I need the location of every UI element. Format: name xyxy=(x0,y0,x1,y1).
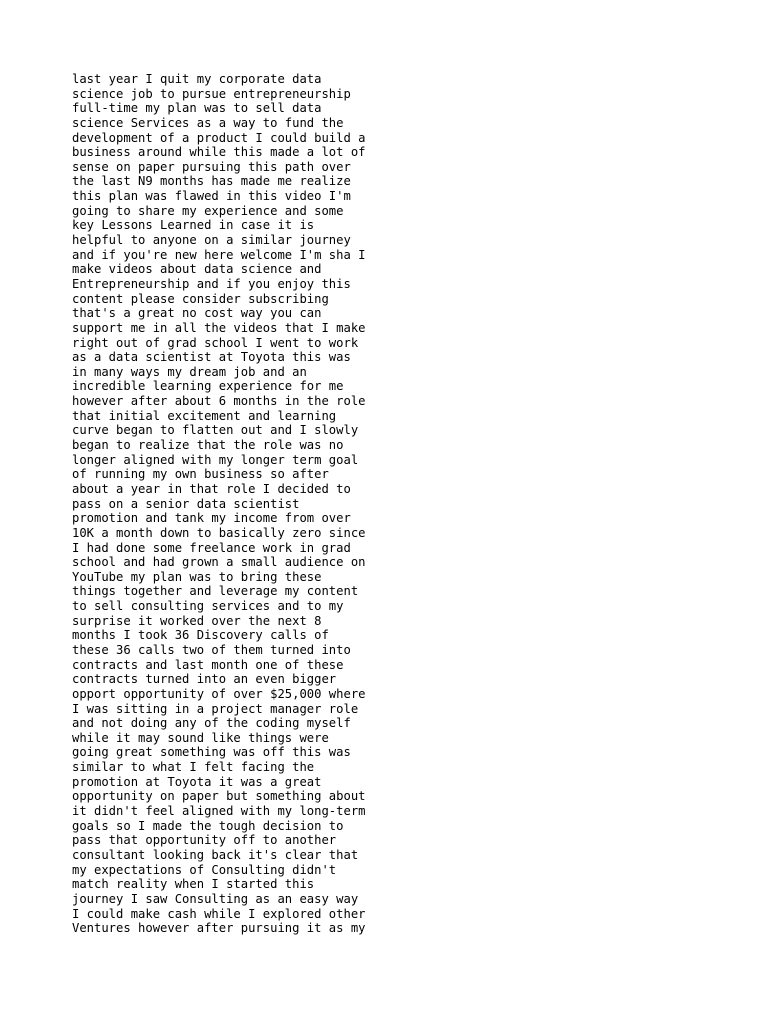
text-line: going great something was off this was xyxy=(72,745,351,760)
text-line: pass that opportunity off to another xyxy=(72,833,337,848)
text-line: support me in all the videos that I make xyxy=(72,320,366,335)
text-line: however after about 6 months in the role xyxy=(72,394,366,409)
text-line: opport opportunity of over $25,000 where xyxy=(72,686,366,701)
text-line: these 36 calls two of them turned into xyxy=(72,642,351,657)
text-line: of running my own business so after xyxy=(72,467,329,482)
text-line: and if you're new here welcome I'm sha I xyxy=(72,247,366,262)
text-line: science job to pursue entrepreneurship xyxy=(72,86,351,101)
text-line: going to share my experience and some xyxy=(72,203,344,218)
text-line: promotion at Toyota it was a great xyxy=(72,774,322,789)
text-line: that initial excitement and learning xyxy=(72,408,337,423)
text-line: while it may sound like things were xyxy=(72,730,329,745)
text-line: full-time my plan was to sell data xyxy=(72,101,322,116)
text-line: helpful to anyone on a similar journey xyxy=(72,233,351,248)
text-line: match reality when I started this xyxy=(72,877,315,892)
text-line: promotion and tank my income from over xyxy=(72,511,351,526)
text-line: school and had grown a small audience on xyxy=(72,555,366,570)
text-line: make videos about data science and xyxy=(72,262,322,277)
text-line: months I took 36 Discovery calls of xyxy=(72,628,329,643)
text-line: began to realize that the role was no xyxy=(72,438,344,453)
text-line: I had done some freelance work in grad xyxy=(72,540,351,555)
text-line: in many ways my dream job and an xyxy=(72,364,307,379)
text-line: this plan was flawed in this video I'm xyxy=(72,189,351,204)
text-line: contracts and last month one of these xyxy=(72,657,344,672)
text-line: contracts turned into an even bigger xyxy=(72,672,337,687)
text-line: similar to what I felt facing the xyxy=(72,760,315,775)
text-line: longer aligned with my longer term goal xyxy=(72,452,359,467)
text-line: I was sitting in a project manager role xyxy=(72,701,359,716)
text-line: 10K a month down to basically zero since xyxy=(72,525,366,540)
text-line: my expectations of Consulting didn't xyxy=(72,862,337,877)
text-line: sense on paper pursuing this path over xyxy=(72,159,351,174)
text-line: key Lessons Learned in case it is xyxy=(72,218,315,233)
text-line: that's a great no cost way you can xyxy=(72,306,322,321)
text-line: it didn't feel aligned with my long-term xyxy=(72,804,366,819)
text-line: incredible learning experience for me xyxy=(72,379,344,394)
text-line: things together and leverage my content xyxy=(72,584,359,599)
text-line: consultant looking back it's clear that xyxy=(72,847,359,862)
text-line: last year I quit my corporate data xyxy=(72,72,322,86)
text-line: Entrepreneurship and if you enjoy this xyxy=(72,276,351,291)
text-line: as a data scientist at Toyota this was xyxy=(72,350,351,365)
text-line: curve began to flatten out and I slowly xyxy=(72,423,359,438)
text-line: surprise it worked over the next 8 xyxy=(72,613,322,628)
text-line: YouTube my plan was to bring these xyxy=(72,569,322,584)
text-line: opportunity on paper but something about xyxy=(72,789,366,804)
text-line: development of a product I could build a xyxy=(72,130,366,145)
text-line: journey I saw Consulting as an easy way xyxy=(72,891,359,906)
text-line: science Services as a way to fund the xyxy=(72,115,344,130)
text-line: I could make cash while I explored other xyxy=(72,906,366,921)
text-line: right out of grad school I went to work xyxy=(72,335,359,350)
text-line: pass on a senior data scientist xyxy=(72,496,300,511)
text-line: Ventures however after pursuing it as my xyxy=(72,921,366,936)
transcript-text xyxy=(72,72,392,936)
text-line: and not doing any of the coding myself xyxy=(72,716,351,731)
text-line: the last N9 months has made me realize xyxy=(72,174,351,189)
text-line: to sell consulting services and to my xyxy=(72,599,344,614)
text-line: content please consider subscribing xyxy=(72,291,329,306)
text-line: goals so I made the tough decision to xyxy=(72,818,344,833)
text-line: about a year in that role I decided to xyxy=(72,481,351,496)
text-line: business around while this made a lot of xyxy=(72,145,366,160)
